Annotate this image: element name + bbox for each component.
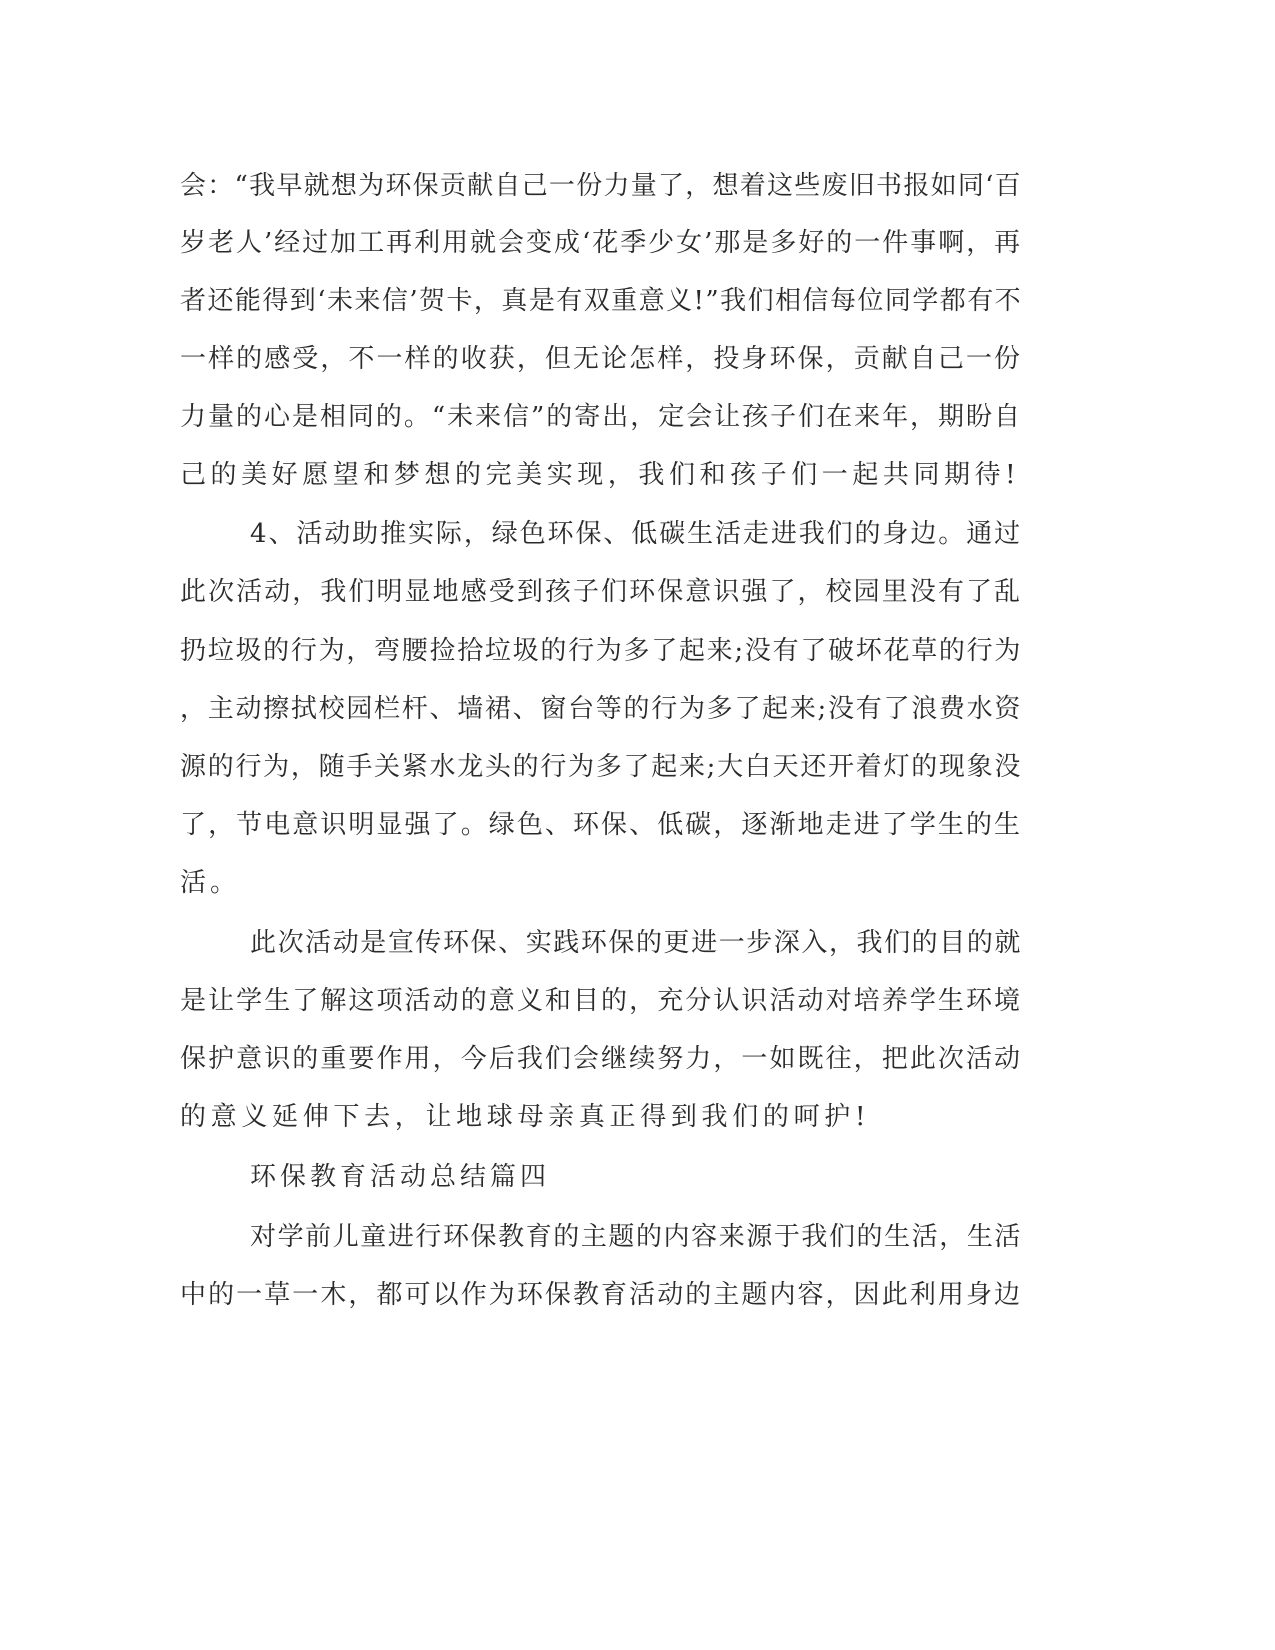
text-line: 一样的感受，不一样的收获，但无论怎样，投身环保，贡献自己一份 [180,344,1023,374]
text-line: 活。 [180,868,240,898]
text-line: 对学前儿童进行环保教育的主题的内容来源于我们的生活，生活 [250,1222,1022,1252]
text-line: 中的一草一木，都可以作为环保教育活动的主题内容，因此利用身边 [180,1280,1023,1310]
text-line: 保护意识的重要作用，今后我们会继续努力，一如既往，把此次活动 [180,1044,1023,1074]
section-heading: 环保教育活动总结篇四 [250,1162,551,1192]
text-line: 此次活动，我们明显地感受到孩子们环保意识强了，校园里没有了乱 [180,577,1023,607]
text-line: 岁老人’经过加工再利用就会变成‘花季少女’那是多好的一件事啊，再 [180,228,1023,258]
text-line: 是让学生了解这项活动的意义和目的，充分认识活动对培养学生环境 [180,986,1023,1016]
text-line: 力量的心是相同的。“未来信”的寄出，定会让孩子们在来年，期盼自 [180,402,1022,432]
text-line: ，主动擦拭校园栏杆、墙裙、窗台等的行为多了起来;没有了浪费水资 [180,694,1023,724]
text-line: 了，节电意识明显强了。绿色、环保、低碳，逐渐地走进了学生的生 [180,810,1023,840]
text-line: 源的行为，随手关紧水龙头的行为多了起来;大白天还开着灯的现象没 [180,752,1023,782]
text-line: 己的美好愿望和梦想的完美实现，我们和孩子们一起共同期待! [180,460,1021,490]
text-line: 此次活动是宣传环保、实践环保的更进一步深入，我们的目的就 [250,928,1022,958]
text-line: 扔垃圾的行为，弯腰捡拾垃圾的行为多了起来;没有了破坏花草的行为 [180,636,1023,666]
text-line: 者还能得到‘未来信’贺卡，真是有双重意义!”我们相信每位同学都有不 [180,286,1023,316]
text-line: 4、活动助推实际，绿色环保、低碳生活走进我们的身边。通过 [250,519,1023,549]
text-line: 会：“我早就想为环保贡献自己一份力量了，想着这些废旧书报如同‘百 [180,171,1022,201]
text-line: 的意义延伸下去，让地球母亲真正得到我们的呵护! [180,1102,871,1132]
